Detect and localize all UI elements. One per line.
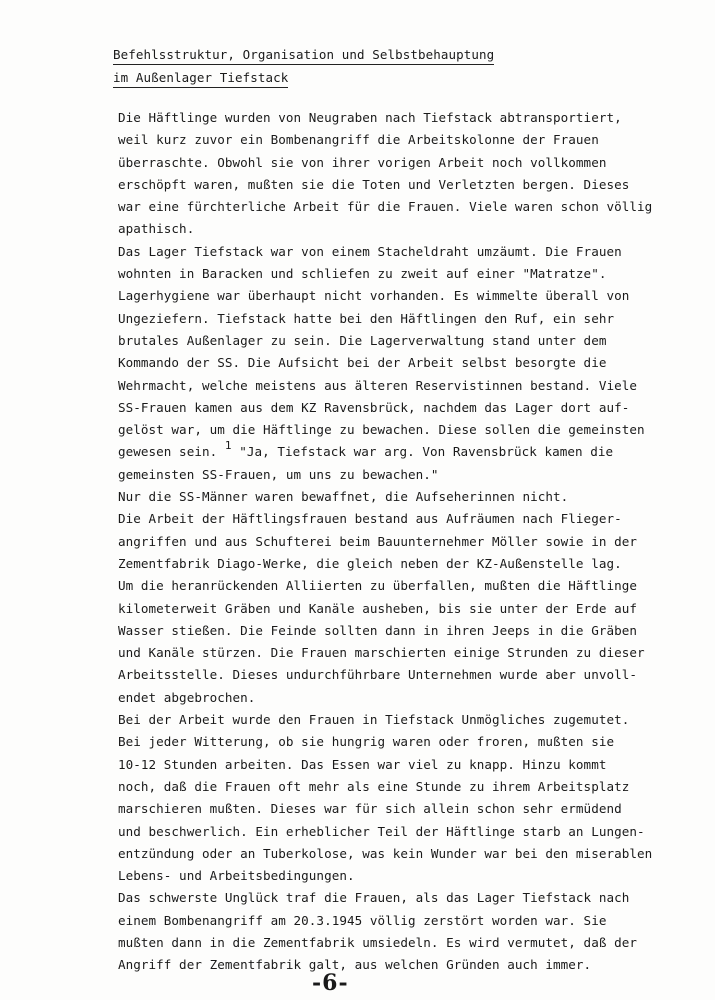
section-heading [113, 44, 494, 90]
text-line: Bei jeder Witterung, ob sie hungrig waren oder froren, mußten sie [118, 734, 615, 750]
text-line: Angriff der Zementfabrik galt, aus welchen Gründen auch immer. [118, 957, 592, 973]
text-line: einem Bombenangriff am 20.3.1945 völlig zerstört worden war. Sie [118, 912, 607, 928]
text-line: überraschte. Obwohl sie von ihrer vorigen Arbeit noch vollkommen [118, 154, 607, 170]
text-line: angriffen und aus Schufterei beim Bauunternehmer Möller sowie in der [118, 533, 637, 549]
body-text [118, 107, 653, 977]
text-line: erschöpft waren, mußten sie die Toten und Verletzten bergen. Dieses [118, 176, 630, 192]
text-line: brutales Außenlager zu sein. Die Lagerverwaltung stand unter dem [118, 332, 607, 348]
text-line: Das schwerste Unglück traf die Frauen, als das Lager Tiefstack nach [118, 890, 630, 906]
text-line: Bei der Arbeit wurde den Frauen in Tiefstack Unmögliches zugemutet. [118, 712, 630, 728]
footnote-mark: 1 [224, 439, 232, 453]
text-line: noch, daß die Frauen oft mehr als eine Stunde zu ihrem Arbeitsplatz [118, 778, 630, 794]
text-line: "Ja, Tiefstack war arg. Von Ravensbrück kamen die [239, 444, 614, 460]
text-line: 10-12 Stunden arbeiten. Das Essen war viel zu knapp. Hinzu kommt [118, 756, 607, 772]
text-line: Lagerhygiene war überhaupt nicht vorhanden. Es wimmelte überall von [118, 288, 630, 304]
heading-line-1: Befehlsstruktur, Organisation und Selbstbehauptung [113, 46, 494, 65]
text-line: Die Arbeit der Häftlingsfrauen bestand aus Aufräumen nach Flieger- [118, 511, 622, 527]
text-line: Um die heranrückenden Alliierten zu überfallen, mußten die Häftlinge [118, 578, 637, 594]
text-line: apathisch. [118, 221, 195, 237]
page-number: -6- [312, 970, 349, 996]
text-line: Lebens- und Arbeitsbedingungen. [118, 868, 355, 884]
text-line: Das Lager Tiefstack war von einem Stacheldraht umzäumt. Die Frauen [118, 243, 622, 259]
text-line: mußten dann in die Zementfabrik umsiedeln. Es wird vermutet, daß der [118, 934, 637, 950]
text-line: gewesen sein. [118, 444, 218, 460]
text-line: wohnten in Baracken und schliefen zu zweit auf einer "Matratze". [118, 266, 607, 282]
text-line: kilometerweit Gräben und Kanäle ausheben, bis sie unter der Erde auf [118, 600, 637, 616]
text-line: Ungeziefern. Tiefstack hatte bei den Häftlingen den Ruf, ein sehr [118, 310, 615, 326]
heading-line-2: im Außenlager Tiefstack [113, 69, 288, 88]
text-line: Zementfabrik Diago-Werke, die gleich neben der KZ-Außenstelle lag. [118, 555, 622, 571]
quote-line [118, 441, 638, 463]
text-line: war eine fürchterliche Arbeit für die Frauen. Viele waren schon völlig [118, 199, 653, 215]
text-line: weil kurz zuvor ein Bombenangriff die Arbeitskolonne der Frauen [118, 132, 599, 148]
text-line: Wasser stießen. Die Feinde sollten dann in ihren Jeeps in die Gräben [118, 622, 637, 638]
text-line: und beschwerlich. Ein erheblicher Teil der Häftlinge starb an Lungen- [118, 823, 645, 839]
text-line: Arbeitsstelle. Dieses undurchführbare Unternehmen wurde aber unvoll- [118, 667, 637, 683]
text-line: Kommando der SS. Die Aufsicht bei der Arbeit selbst besorgte die [118, 355, 607, 371]
text-line: gelöst war, um die Häftlinge zu bewachen. Diese sollen die gemeinsten [118, 422, 645, 438]
text-line: marschieren mußten. Dieses war für sich allein schon sehr ermüdend [118, 801, 622, 817]
text-line: SS-Frauen kamen aus dem KZ Ravensbrück, nachdem das Lager dort auf- [118, 399, 630, 415]
text-line: Wehrmacht, welche meistens aus älteren Reservistinnen bestand. Viele [118, 377, 637, 393]
text-line: gemeinsten SS-Frauen, um uns zu bewachen." [118, 466, 439, 482]
text-line: Die Häftlinge wurden von Neugraben nach Tiefstack abtransportiert, [118, 110, 622, 125]
text-line: Nur die SS-Männer waren bewaffnet, die Aufseherinnen nicht. [118, 489, 569, 505]
text-line: und Kanäle stürzen. Die Frauen marschierten einige Strunden zu dieser [118, 645, 645, 661]
text-line: entzündung oder an Tuberkolose, was kein Wunder war bei den miserablen [118, 845, 653, 861]
text-line: endet abgebrochen. [118, 689, 256, 705]
